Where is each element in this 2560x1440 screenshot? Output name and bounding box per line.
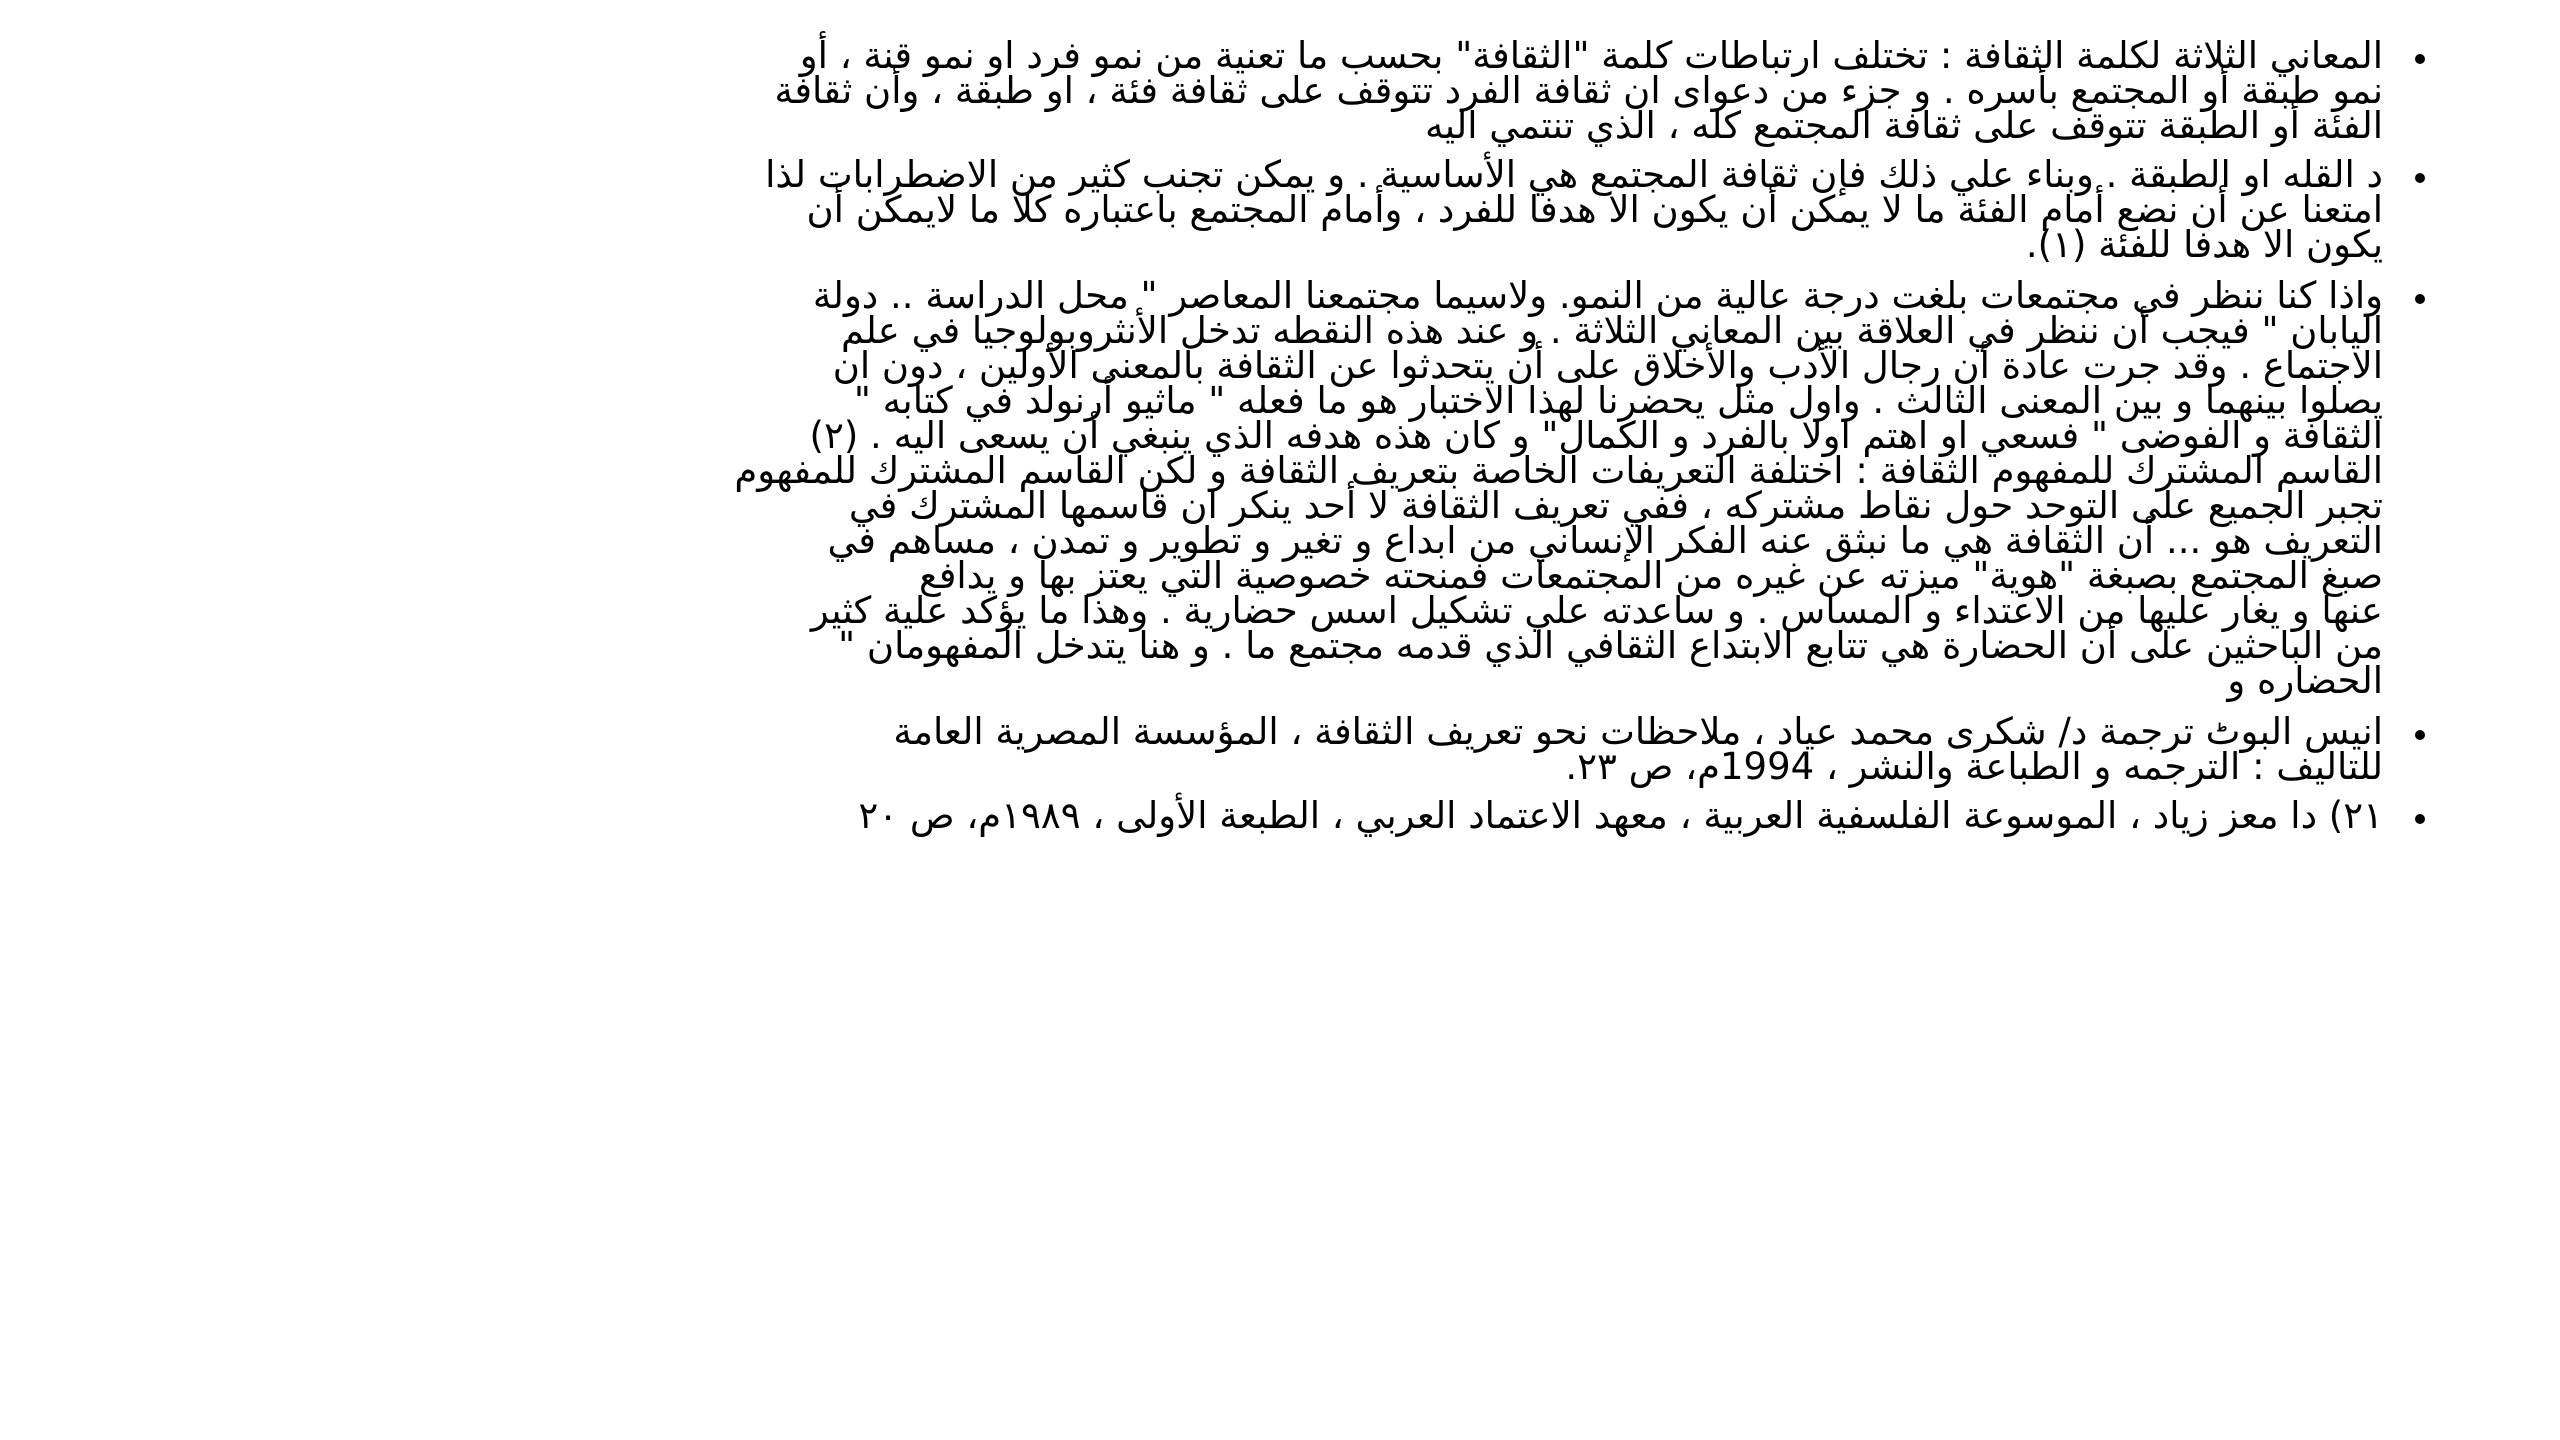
- footnote-item: [225, 710, 2425, 788]
- paragraph-item: [225, 274, 2425, 702]
- bullet-icon: [2415, 294, 2425, 304]
- bullet-icon: [2415, 730, 2425, 740]
- paragraph-list: [225, 34, 2425, 847]
- paragraph-text: د القله او الطبقة . وبناء علي ذلك فإن ثقافة المجتمع هي الأساسية . و يمكن تجنب كثير من الاضطرابات لذا امتعنا عن أن نضع أمام الفئة ما لا يمكن أن يكون الا هدفا للفرد ، وأمام المجتمع باعتباره كلا ما لايمكن أن يكون الا هدفا للفئة (١).: [765, 153, 2383, 266]
- paragraph-item: [225, 153, 2425, 266]
- paragraph-text: واذا كنا ننظر في مجتمعات بلغت درجة عالية من النمو. ولاسيما مجتمعنا المعاصر " محل الدراسة .. دولة اليابان " فيجب أن ننظر في العلاقة بين المعاني الثلاثة . و عند هذه النقطه تدخل الأنثروبولوجيا في علم الاجتماع . وقد جرت عادة أن رجال الأدب والأخلاق على أن يتحدثوا عن الثقافة بالمعنى الأولين ، دون ان يصلوا بينهما و بين المعنى الثالث . واول مثل يحضرنا لهذا الاختبار هو ما فعله " ماثيو أرنولد في كتابه " الثقافة و الفوضى " فسعي او اهتم اولا بالفرد و الكمال" و كان هذه هدفه الذي ينبغي أن يسعى اليه . (٢) القاسم المشترك للمفهوم الثقافة : اختلفة التعريفات الخاصة بتعريف الثقافة و لكن القاسم المشترك للمفهوم تجبر الجميع على التوحد حول نقاط مشتركه ، ففي تعريف الثقافة لا أحد ينكر ان قاسمها المشترك في التعريف هو ... أن الثقافة هي ما نبثق عنه الفكر الإنساني من ابداع و تغير و تطوير و تمدن ، مساهم في صبغ المجتمع بصبغة "هوية" ميزته عن غيره من المجتمعات فمنحته خصوصية التي يعتز بها و يدافع عنها و يغار عليها من الاعتداء و المساس . و ساعدته علي تشكيل اسس حضارية . وهذا ما يؤكد علية كثير من الباحثين على أن الحضارة هي تتابع الابتداع الثقافي الذي قدمه مجتمع ما . و هنا يتدخل المفهومان " الحضاره و: [734, 274, 2383, 702]
- footnote-text: انيس البوٹ ترجمة د/ شكرى محمد عياد ، ملاحظات نحو تعريف الثقافة ، المؤسسة المصرية العامة للتاليف : الترجمه و الطباعة والنشر ، 1994م، ص ٢٣.: [893, 710, 2383, 788]
- footnote-item: [225, 794, 2425, 837]
- paragraph-item: [225, 34, 2425, 147]
- bullet-icon: [2415, 814, 2425, 824]
- bullet-icon: [2415, 173, 2425, 183]
- footnote-text: ٢١) دا معز زياد ، الموسوعة الفلسفية العربية ، معهد الاعتماد العربي ، الطبعة الأولى ، ١٩٨٩م، ص ٢٠: [858, 794, 2383, 837]
- bullet-icon: [2415, 54, 2425, 64]
- paragraph-text: المعاني الثلاثة لكلمة الثقافة : تختلف ارتباطات كلمة "الثقافة" بحسب ما تعنية من نمو فرد او نمو قنة ، أو نمو طبقة أو المجتمع بأسره . و جزء من دعواى ان ثقافة الفرد تتوقف على ثقافة فئة ، او طبقة ، وأن ثقافة الفئة أو الطبقة تتوقف على ثقافة المجتمع كله ، الذي تنتمي اليه: [774, 34, 2383, 147]
